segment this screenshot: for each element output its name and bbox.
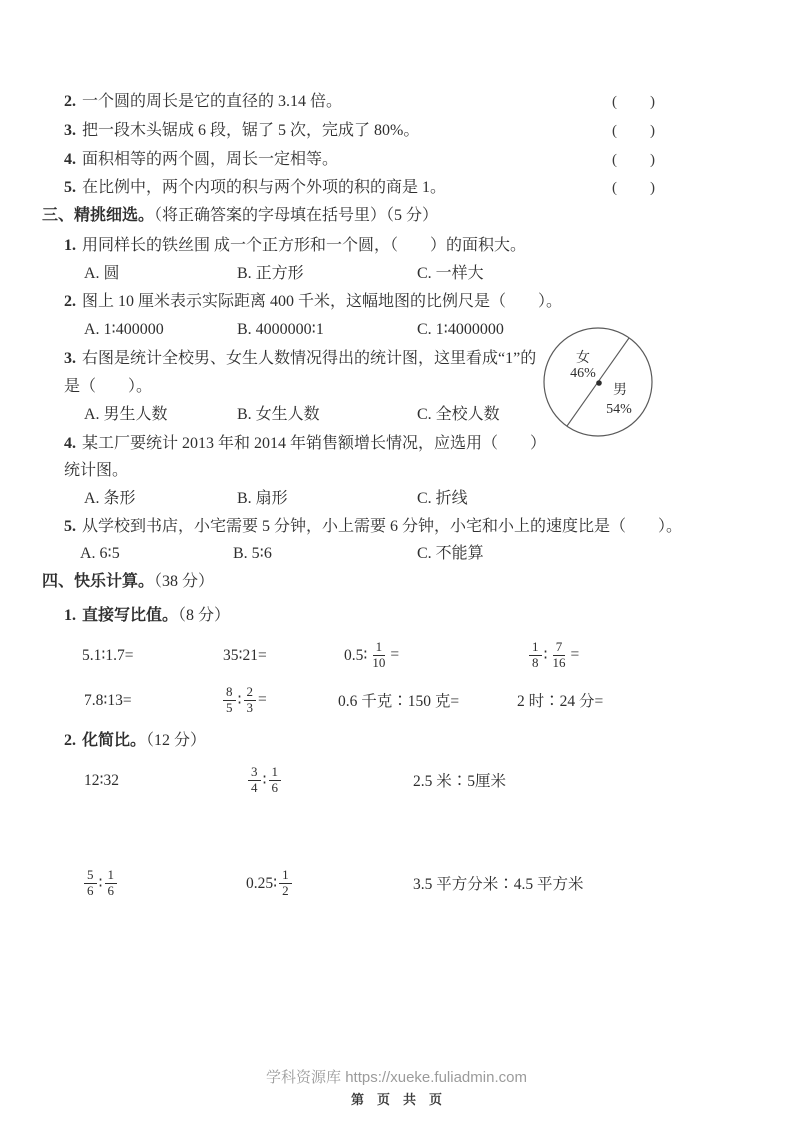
expression-text: 3.5 平方分米∶4.5 平方米 — [413, 876, 584, 893]
section-note: （将正确答案的字母填在括号里）（5 分） — [154, 207, 439, 224]
fraction: $\frac{1}{6}$ — [269, 765, 282, 796]
q2-option-c: C. 1∶4000000 — [417, 321, 504, 338]
expression-text: 35∶21= — [223, 646, 267, 664]
item-text: 面积相等的两个圆，周长一定相等。 — [82, 151, 339, 168]
ratio-expression — [221, 677, 267, 723]
sub-points: （8 分） — [178, 607, 231, 624]
pie-value-male: 54% — [606, 402, 632, 417]
ratio-expression — [413, 860, 584, 906]
item-text: 在比例中，两个内项的积与两个外项的积的商是 1。 — [82, 179, 447, 196]
q1-option-a: A. 圆 — [84, 265, 120, 282]
ratio-expression — [517, 677, 603, 723]
ratio-expression — [82, 632, 134, 678]
pie-label-female: 女 — [576, 351, 590, 366]
calc-sub2-label — [64, 731, 206, 751]
ratio-expression — [82, 860, 119, 906]
choice-question-5 — [64, 517, 682, 537]
fraction: $\frac{1}{8}$ — [529, 640, 542, 671]
item-number: 3. — [64, 122, 76, 139]
fraction: $\frac{3}{4}$ — [248, 765, 261, 796]
ratio-expression — [246, 860, 294, 906]
sub-title: 化简比。 — [82, 732, 147, 749]
expression-text: 7.8∶13= — [84, 691, 132, 709]
expression-text: ∶ — [237, 691, 242, 709]
q3-option-c: C. 全校人数 — [417, 406, 500, 423]
choice-question-4 — [64, 434, 546, 454]
q5-option-b: B. 5∶6 — [233, 545, 272, 562]
page-footer: 第 页 共 页 — [350, 1092, 442, 1107]
answer-bracket: ( ) — [612, 180, 656, 196]
q4-option-b: B. 扇形 — [237, 490, 288, 507]
ratio-expression — [344, 632, 399, 678]
item-number: 5. — [64, 179, 76, 196]
section-title: 四、快乐计算。 — [42, 573, 155, 590]
q1-option-c: C. 一样大 — [417, 265, 484, 282]
q1-option-b: B. 正方形 — [237, 265, 304, 282]
expression-text: 5.1∶1.7= — [82, 646, 134, 664]
sub-number: 2. — [64, 732, 76, 749]
question-text: 图上 10 厘米表示实际距离 400 千米，这幅地图的比例尺是（ ）。 — [82, 293, 563, 310]
q4-option-c: C. 折线 — [417, 490, 468, 507]
q3-option-b: B. 女生人数 — [237, 406, 320, 423]
expression-text: 0.25∶ — [246, 874, 278, 892]
question-text: 用同样长的铁丝围 成一个正方形和一个圆，（ ）的面积大。 — [82, 237, 527, 254]
fraction: $\frac{5}{6}$ — [84, 868, 97, 899]
ratio-expression — [84, 757, 119, 803]
true-false-item-2 — [64, 92, 342, 112]
choice-question-2 — [64, 292, 562, 312]
calc-sub1-label — [64, 606, 230, 626]
ratio-expression — [338, 677, 459, 723]
expression-text: ∶ — [543, 646, 548, 664]
sub-number: 1. — [64, 607, 76, 624]
item-number: 2. — [64, 93, 76, 110]
expression-text: 2 时∶24 分= — [517, 693, 604, 710]
question-text: 某工厂要统计 2013 年和 2014 年销售额增长情况，应选用（ ） — [82, 435, 547, 452]
question-text: 从学校到书店，小宅需要 5 分钟，小上需要 6 分钟，小宅和小上的速度比是（ ）。 — [82, 518, 683, 535]
ratio-expression — [527, 632, 579, 678]
q5-option-c: C. 不能算 — [417, 545, 484, 562]
expression-text: 0.6 千克∶150 克= — [338, 693, 460, 710]
section-points: （38 分） — [154, 573, 215, 590]
ratio-expression — [246, 757, 283, 803]
question-text: 右图是统计全校男、女生人数情况得出的统计图，这里看成“1”的 — [82, 350, 537, 367]
answer-bracket: ( ) — [612, 152, 656, 168]
question-number: 4. — [64, 435, 76, 452]
section-title: 三、精挑细选。 — [42, 207, 155, 224]
section-calc-heading — [42, 572, 214, 592]
section-choice-heading — [42, 206, 438, 226]
fraction: $\frac{1}{2}$ — [279, 868, 292, 899]
item-text: 一个圆的周长是它的直径的 3.14 倍。 — [82, 93, 343, 110]
question-number: 5. — [64, 518, 76, 535]
expression-text: ∶ — [262, 771, 267, 789]
gender-pie-chart — [538, 318, 666, 448]
item-number: 4. — [64, 151, 76, 168]
expression-text: = — [258, 691, 267, 708]
sub-points: （12 分） — [146, 732, 207, 749]
item-text: 把一段木头锯成 6 段，锯了 5 次，完成了 80%。 — [82, 122, 420, 139]
fraction: $\frac{1}{10}$ — [372, 638, 386, 670]
true-false-item-4 — [64, 150, 338, 170]
ratio-expression — [223, 632, 267, 678]
answer-bracket: ( ) — [612, 123, 656, 139]
choice-question-3 — [64, 349, 536, 369]
answer-bracket: ( ) — [612, 94, 656, 110]
expression-text: = — [570, 646, 580, 663]
pie-center-dot — [596, 380, 602, 386]
q4-option-a: A. 条形 — [84, 490, 136, 507]
q3-option-a: A. 男生人数 — [84, 406, 168, 423]
fraction: $\frac{2}{3}$ — [244, 685, 257, 716]
expression-text: 2.5 米∶5厘米 — [413, 773, 507, 790]
choice-question-3-line2: 是（ ）。 — [64, 378, 153, 395]
q2-option-a: A. 1∶400000 — [84, 321, 164, 338]
true-false-item-3 — [64, 121, 419, 141]
choice-question-4-line2: 统计图。 — [64, 462, 129, 479]
watermark-text: 学科资源库 https://xueke.fuliadmin.com — [266, 1069, 527, 1086]
fraction: $\frac{1}{6}$ — [105, 868, 118, 899]
expression-text: 12∶32 — [84, 771, 120, 789]
expression-text: = — [390, 646, 400, 663]
true-false-item-5 — [64, 178, 446, 198]
pie-label-male: 男 — [613, 383, 627, 398]
fraction: $\frac{8}{5}$ — [223, 685, 236, 716]
expression-text: 0.5∶ — [344, 646, 368, 664]
fraction: $\frac{7}{16}$ — [552, 638, 566, 670]
question-number: 1. — [64, 237, 76, 254]
question-number: 2. — [64, 293, 76, 310]
ratio-expression — [84, 677, 132, 723]
q5-option-a: A. 6∶5 — [80, 545, 120, 562]
expression-text: ∶ — [98, 874, 103, 892]
sub-title: 直接写比值。 — [82, 607, 179, 624]
question-number: 3. — [64, 350, 76, 367]
choice-question-1 — [64, 236, 526, 256]
q2-option-b: B. 4000000∶1 — [237, 321, 324, 338]
ratio-expression — [413, 757, 506, 803]
pie-value-female: 46% — [570, 366, 596, 381]
